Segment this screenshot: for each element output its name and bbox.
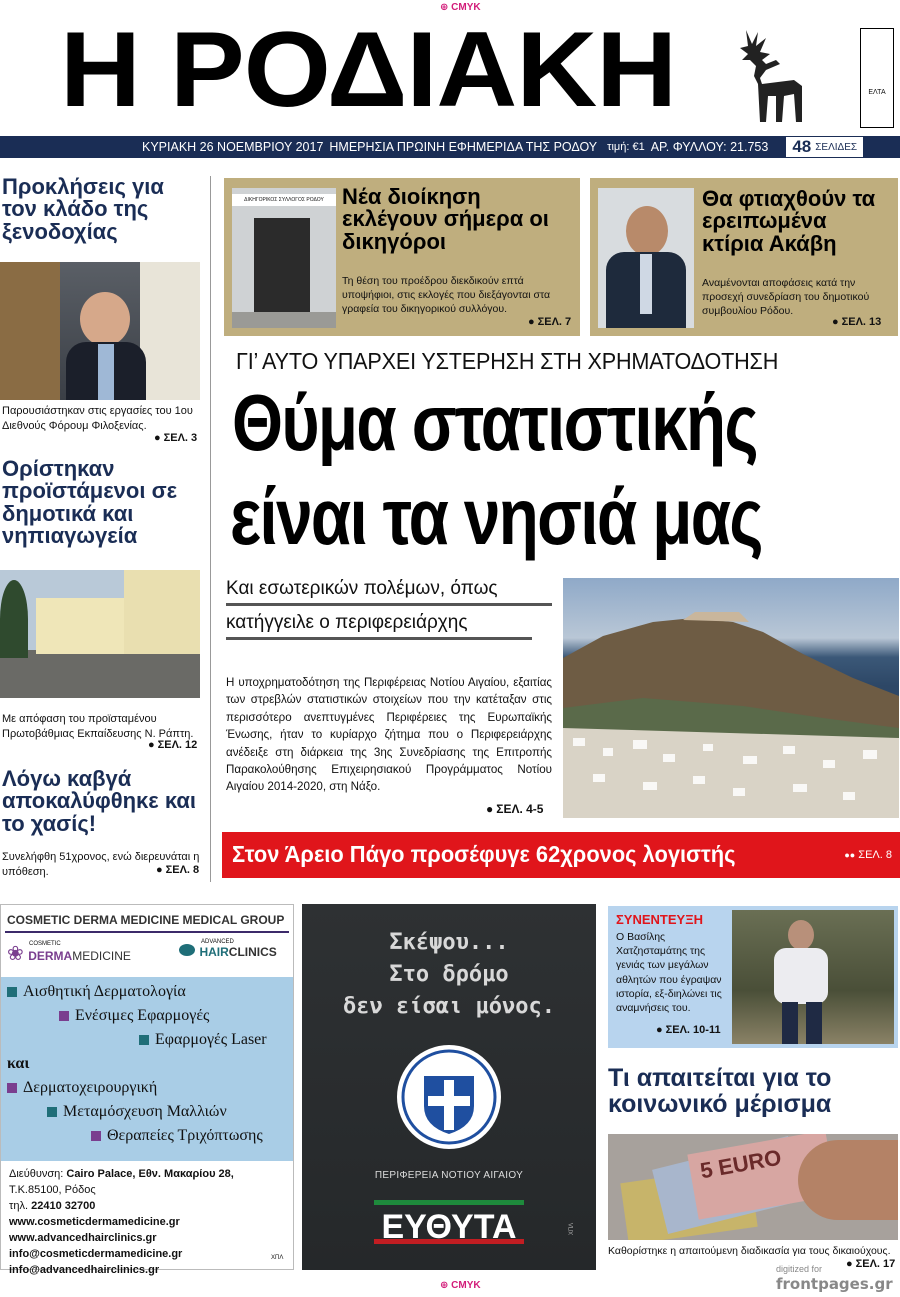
box2-ref: ● ΣΕΛ. 13 <box>832 316 881 328</box>
interview-label: ΣΥΝΕΝΤΕΥΞΗ <box>616 912 703 927</box>
hair-logo-icon <box>179 944 195 956</box>
s1-photo <box>0 262 200 400</box>
ad2-line-1: Σκέψου... <box>389 930 509 955</box>
dateline-date: ΚΥΡΙΑΚΗ 26 ΝΟΕΜΒΡΙΟΥ 2017 <box>142 140 324 154</box>
pages-badge: 48 ΣΕΛΙΔΕΣ <box>786 137 863 157</box>
frontpages-link[interactable]: frontpages.gr <box>776 1275 893 1293</box>
ad-service-1: Αισθητική Δερματολογία <box>7 983 186 1001</box>
digitized-label: digitized for <box>776 1264 823 1274</box>
ad-code: ΧΠΛ <box>271 1255 284 1261</box>
ad2-code: ΧΠΛ <box>569 1222 576 1236</box>
s1-ref: ● ΣΕΛ. 3 <box>154 432 197 444</box>
dateline-tagline: ΗΜΕΡΗΣΙΑ ΠΡΩΙΝΗ ΕΦΗΜΕΡΙΔΑ ΤΗΣ ΡΟΔΟΥ <box>329 140 598 154</box>
masthead-title: Η ΡΟΔΙΑΚΗ <box>60 10 677 129</box>
main-photo <box>563 578 899 818</box>
ad-region <box>302 904 596 1270</box>
column-divider <box>210 176 211 882</box>
ad-service-6: Θεραπείες Τριχόπτωσης <box>91 1127 263 1145</box>
interview-text: Ο Βασίλης Χατζησταμάτης της γενιάς των μεγάλων αθλητών που έγραψαν ιστορία, εξ-διηλώνει τις αναμνήσεις του. <box>616 931 722 1014</box>
ad-logo-derma: ❀ COSMETIC DERMAMEDICINE <box>7 941 131 965</box>
ad2-region: ΠΕΡΙΦΕΡΕΙΑ ΝΟΤΙΟΥ ΑΙΓΑΙΟΥ <box>374 1170 524 1181</box>
ad-header: COSMETIC DERMA MEDICINE MEDICAL GROUP <box>7 913 285 927</box>
ad-service-and: και <box>7 1055 30 1072</box>
s3-ref: ● ΣΕΛ. 8 <box>156 864 199 876</box>
greek-emblem-icon <box>394 1042 504 1152</box>
ad-service-4: Δερματοχειρουργική <box>7 1079 157 1097</box>
main-ref: ● ΣΕΛ. 4-5 <box>486 802 543 816</box>
s4-ref: ● ΣΕΛ. 17 <box>846 1258 895 1270</box>
box1-text: Τη θέση του προέδρου διεκδικούν επτά υποψήφιοι, στις εκλογές που διεξάγονται στα γραφεία του δικηγορικού συλλόγου. <box>342 275 551 316</box>
ad-address: Διεύθυνση: Cairo Palace, Εθν. Μακαρίου 28, Τ.Κ.85100, Ρόδος τηλ. 22410 32700 www.cosmeticdermamedicine.gr www.advancedhairclinics.gr info@cosmeticdermamedicine.gr info@advancedhairclinics.gr <box>9 1168 234 1276</box>
s4-title: Τι απαιτείται για το κοινωνικό μέρισμα <box>608 1064 832 1118</box>
dateline-issue: ΑΡ. ΦΥΛΛΟΥ: 21.753 <box>650 140 769 154</box>
box1-photo: ΔΙΚΗΓΟΡΙΚΟΣ ΣΥΛΛΟΓΟΣ ΡΟΔΟΥ <box>232 188 336 328</box>
box2 <box>590 178 898 336</box>
red-bar-ref: ●● ΣΕΛ. 8 <box>844 849 892 861</box>
box2-photo <box>598 188 694 328</box>
box2-title: Θα φτιαχθούν τα ερειπωμένα κτίρια Ακάβη <box>702 186 876 256</box>
s2-text: Με απόφαση του προϊσταμένου Πρωτοβάθμιας Εκπαίδευσης Ν. Ράπτη. <box>2 713 194 740</box>
dateline-price: τιμή: €1 <box>607 141 645 153</box>
ad2-line-2: Στο δρόμο <box>389 962 509 987</box>
ad-service-5: Μεταμόσχευση Μαλλιών <box>47 1103 227 1121</box>
main-sub-2: κατήγγειλε ο περιφερειάρχης <box>226 612 532 640</box>
s1-text: Παρουσιάστηκαν στις εργασίες του 1ου Διεθνούς Φόρουμ Φιλοξενίας. <box>2 405 193 432</box>
interview-box <box>608 906 898 1048</box>
red-bar-text: Στον Άρειο Πάγο προσέφυγε 62χρονος λογιστής <box>232 841 736 868</box>
main-headline-1: Θύμα στατιστικής <box>232 378 757 467</box>
box2-text: Αναμένονται αποφάσεις κατά την προσεχή συνεδρίαση του δημοτικού συμβουλίου Ρόδου. <box>702 277 870 318</box>
s1-title: Προκλήσεις για τον κλάδο της ξενοδοχίας <box>2 174 164 244</box>
main-kicker: ΓΙ’ ΑΥΤΟ ΥΠΑΡΧΕΙ ΥΣΤΕΡΗΣΗ ΣΤΗ ΧΡΗΜΑΤΟΔΟΤΗΣΗ <box>236 348 779 374</box>
ad-logo-hair: ADVANCED HAIRCLINICS <box>179 943 277 961</box>
dateline-bar <box>0 136 900 158</box>
main-body: Η υποχρηματοδότηση της Περιφέρειας Νοτίου Αιγαίου, εξαιτίας των στρεβλών στατιστικών στοιχείων που την κατέταξαν στις περισσότερο ανεπτυγμένες Περιφέρειες της Ευρωπαϊκής Ένωσης, ήταν το κυρίαρχο ζήτημα που ο Περιφερειάρχης ανέδειξε στη διάρκεια της 3ης Συνεδρίασης της Επιτροπής Παρακολούθησης Επιχειρησιακού Προγράμματος Νοτίου Αιγαίου 2014-2020, στη Νάξο. <box>226 676 552 794</box>
red-bar <box>222 832 900 878</box>
top-cmyk-mark: ⊕ CMYK <box>440 2 481 13</box>
box1-title: Νέα διοίκηση εκλέγουν σήμερα οι δικηγόροι <box>342 184 549 254</box>
box1-ref: ● ΣΕΛ. 7 <box>528 316 571 328</box>
s2-photo <box>0 570 200 698</box>
ad-derma <box>0 904 294 1276</box>
ad-service-3: Εφαρμογές Laser <box>139 1031 267 1049</box>
interview-photo <box>732 910 894 1044</box>
s4-text: Καθορίστηκε η απαιτούμενη διαδικασία για τους δικαιούχους. <box>608 1245 891 1257</box>
ad-service-2: Ενέσιμες Εφαρμογές <box>59 1007 209 1025</box>
s2-title: Ορίστηκαν προϊστάμενοι σε δημοτικά και νηπιαγωγεία <box>2 456 178 549</box>
box1 <box>224 178 580 336</box>
s3-title: Λόγω καβγά αποκαλύφθηκε και το χασίς! <box>2 766 197 836</box>
main-sub-1: Και εσωτερικών πολέμων, όπως <box>226 578 552 606</box>
elta-badge: ΕΛΤΑ <box>860 28 894 128</box>
ad-services <box>1 977 293 1161</box>
ad2-brand: ΕΥΘΥΤΑ <box>374 1200 524 1244</box>
s4-photo: 5 EURO <box>608 1134 898 1240</box>
ad2-line-3: δεν είσαι μόνος. <box>343 994 555 1019</box>
main-headline-2: είναι τα νησιά μας <box>230 472 762 561</box>
interview-ref: ● ΣΕΛ. 10-11 <box>656 1024 721 1036</box>
s3-text: Συνελήφθη 51χρονος, ενώ διερευνάται η υπόθεση. <box>2 851 200 878</box>
deer-logo-icon <box>736 24 812 124</box>
bottom-cmyk-mark: ⊕ CMYK <box>440 1280 481 1291</box>
s2-ref: ● ΣΕΛ. 12 <box>148 739 197 751</box>
derma-logo-icon: ❀ <box>7 943 24 965</box>
